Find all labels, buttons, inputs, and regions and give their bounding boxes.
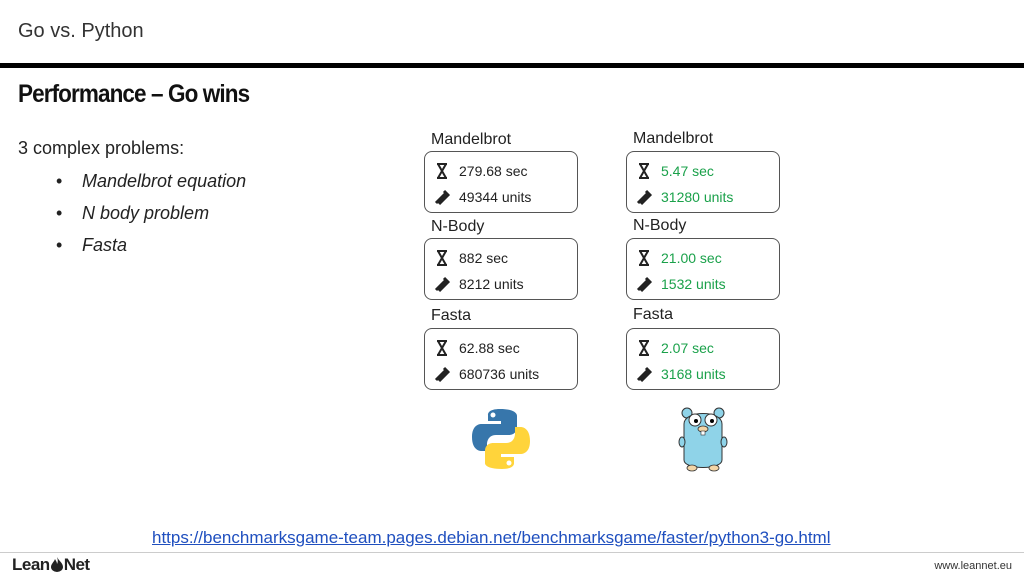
python-nbody-box xyxy=(424,238,578,300)
memory-stick-icon xyxy=(635,275,653,293)
hourglass-icon xyxy=(433,339,451,357)
go-fasta-box xyxy=(626,328,780,390)
hourglass-icon xyxy=(433,162,451,180)
brand-logo xyxy=(12,555,90,575)
intro-text: 3 complex problems: xyxy=(18,138,185,158)
python-fasta-time: 62.88 sec xyxy=(459,340,520,356)
python-fasta-box xyxy=(424,328,578,390)
go-mandelbrot-label: Mandelbrot xyxy=(633,130,714,147)
go-mandelbrot-memory: 31280 units xyxy=(661,189,734,205)
python-nbody-label: N-Body xyxy=(431,218,485,235)
hourglass-icon xyxy=(635,339,653,357)
website-url: www.leannet.eu xyxy=(934,560,1012,572)
footer-divider xyxy=(0,552,1024,553)
python-mandelbrot-box xyxy=(424,151,578,213)
python-nbody-memory: 8212 units xyxy=(459,276,524,292)
go-mandelbrot-time: 5.47 sec xyxy=(661,163,714,179)
memory-stick-icon xyxy=(635,365,653,383)
python-fasta-memory: 680736 units xyxy=(459,366,540,382)
hourglass-icon xyxy=(635,162,653,180)
go-nbody-box xyxy=(626,238,780,300)
flame-icon xyxy=(50,556,64,572)
python-logo-icon xyxy=(468,406,534,472)
memory-stick-icon xyxy=(433,188,451,206)
go-nbody-time: 21.00 sec xyxy=(661,250,722,266)
go-nbody-label: N-Body xyxy=(633,217,687,234)
brand-name: Lean xyxy=(12,555,50,574)
python-mandelbrot-memory: 49344 units xyxy=(459,189,532,205)
python-fasta-label: Fasta xyxy=(431,307,472,324)
go-gopher-icon xyxy=(678,404,728,474)
hourglass-icon xyxy=(433,249,451,267)
python-mandelbrot-label: Mandelbrot xyxy=(431,131,512,148)
benchmarks-source-link[interactable]: https://benchmarksgame-team.pages.debian.net/benchmarksgame/faster/python3-go.html xyxy=(152,528,831,547)
go-nbody-memory: 1532 units xyxy=(661,276,726,292)
memory-stick-icon xyxy=(433,275,451,293)
memory-stick-icon xyxy=(433,365,451,383)
memory-stick-icon xyxy=(635,188,653,206)
python-nbody-time: 882 sec xyxy=(459,250,509,266)
list-item: • Fasta xyxy=(56,234,246,266)
go-fasta-memory: 3168 units xyxy=(661,366,726,382)
brand-suffix: Net xyxy=(63,555,90,574)
go-mandelbrot-box xyxy=(626,151,780,213)
go-fasta-label: Fasta xyxy=(633,306,674,323)
deck-title: Go vs. Python xyxy=(18,20,144,42)
problem-list xyxy=(56,170,246,266)
go-fasta-time: 2.07 sec xyxy=(661,340,714,356)
list-item: • Mandelbrot equation xyxy=(56,170,246,202)
python-mandelbrot-time: 279.68 sec xyxy=(459,163,528,179)
hourglass-icon xyxy=(635,249,653,267)
header-divider xyxy=(0,63,1024,68)
slide-heading: Performance – Go wins xyxy=(18,80,250,108)
list-item: • N body problem xyxy=(56,202,246,234)
